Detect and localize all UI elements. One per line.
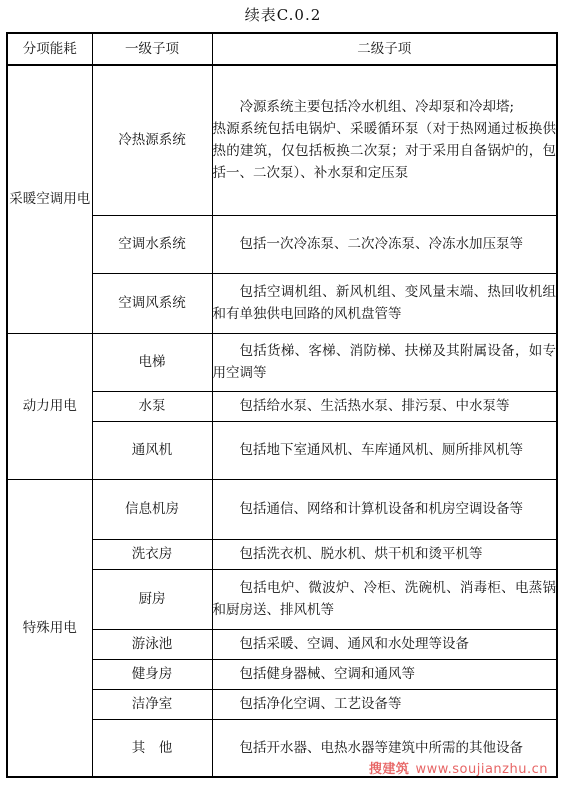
subitem-description <box>212 479 557 539</box>
category-hvac: 采暖空调用电 <box>7 65 92 333</box>
table-row <box>7 479 557 539</box>
subitem-name: 洗衣房 <box>92 539 212 569</box>
category-power: 动力用电 <box>7 333 92 479</box>
description-line: 冷源系统主要包括冷水机组、冷却泵和冷却塔; <box>239 99 515 116</box>
subitem-name: 健身房 <box>92 659 212 689</box>
table-row <box>7 65 557 215</box>
description-line: 包括净化空调、工艺设备等 <box>239 696 402 712</box>
category-special: 特殊用电 <box>7 479 92 777</box>
table-row <box>7 333 557 391</box>
subitem-description <box>212 629 557 659</box>
description-line: 包括开水器、电热水器等建筑中所需的其他设备 <box>239 739 523 756</box>
table-caption: 续表C.0.2 <box>244 6 322 24</box>
subitem-description <box>212 333 557 391</box>
description-line: 包括一次冷冻泵、二次冷冻泵、冷冻水加压泵等 <box>239 236 523 252</box>
description-line: 包括通信、网络和计算机设备和机房空调设备等 <box>239 501 523 517</box>
subitem-name: 电梯 <box>92 333 212 391</box>
description-line: 热源系统包括电锅炉、采暖循环泵（对于热网通过板换供热的建筑，仅包括板换二次泵；对于采用自备锅炉的，包括一、二次泵）、补水泵和定压泵 <box>212 121 556 182</box>
description-line: 包括健身器械、空调和通风等 <box>239 666 415 682</box>
subitem-name: 信息机房 <box>92 479 212 539</box>
subitem-description <box>212 273 557 333</box>
subitem-name: 其 他 <box>92 719 212 777</box>
subitem-name: 冷热源系统 <box>92 65 212 215</box>
description-line: 包括货梯、客梯、消防梯、扶梯及其附属设备，如专用空调等 <box>212 343 556 381</box>
header-row <box>7 33 557 65</box>
description-line: 包括给水泵、生活热水泵、排污泵、中水泵等 <box>239 398 510 414</box>
subitem-name: 空调水系统 <box>92 215 212 273</box>
description-line: 包括采暖、空调、通风和水处理等设备 <box>239 636 469 652</box>
subitem-description <box>212 65 557 215</box>
subitem-description <box>212 391 557 421</box>
subitem-description <box>212 421 557 479</box>
watermark <box>369 758 548 777</box>
subitem-name: 空调风系统 <box>92 273 212 333</box>
subitem-description <box>212 689 557 719</box>
description-line: 包括地下室通风机、车库通风机、厕所排风机等 <box>239 442 523 458</box>
subitem-name: 水泵 <box>92 391 212 421</box>
watermark-url: www.soujianzhu.cn <box>415 762 548 777</box>
subitem-name: 洁净室 <box>92 689 212 719</box>
subitem-description <box>212 569 557 629</box>
subitem-name: 厨房 <box>92 569 212 629</box>
description-line: 包括洗衣机、脱水机、烘干机和烫平机等 <box>239 546 483 562</box>
subitem-description <box>212 215 557 273</box>
description-line: 包括电炉、微波炉、冷柜、洗碗机、消毒柜、电蒸锅和厨房送、排风机等 <box>212 580 556 618</box>
watermark-site-name: 搜建筑 <box>368 762 410 777</box>
header-level2: 二级子项 <box>212 33 557 65</box>
header-category: 分项能耗 <box>7 33 92 65</box>
energy-subitem-table <box>6 32 558 778</box>
header-level1: 一级子项 <box>92 33 212 65</box>
description-line: 包括空调机组、新风机组、变风量末端、热回收机组和有单独供电回路的风机盘管等 <box>212 284 556 322</box>
subitem-name: 游泳池 <box>92 629 212 659</box>
subitem-description <box>212 659 557 689</box>
subitem-description <box>212 539 557 569</box>
subitem-name: 通风机 <box>92 421 212 479</box>
